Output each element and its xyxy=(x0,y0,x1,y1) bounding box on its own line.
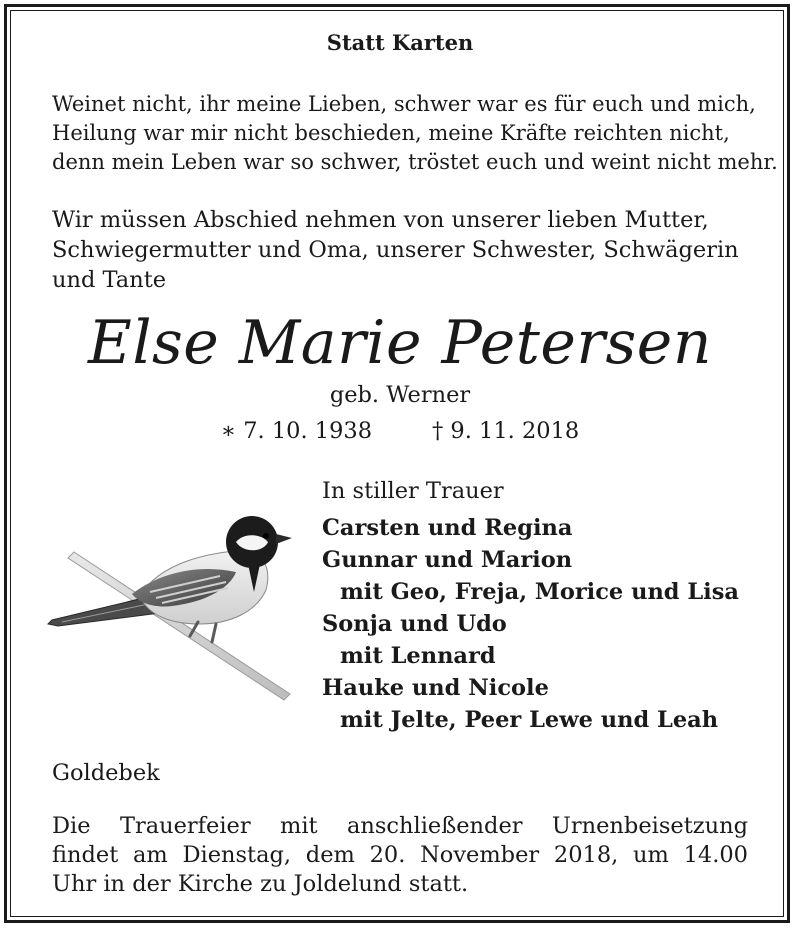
intro-line: und Tante xyxy=(52,267,167,293)
mourner-children: mit Jelte, Peer Lewe und Leah xyxy=(340,707,719,733)
bird-illustration xyxy=(40,512,300,702)
farewell-intro xyxy=(52,205,739,295)
mourner-entry: Gunnar und Marion xyxy=(322,547,573,573)
mourner-children: mit Lennard xyxy=(340,643,496,669)
verse-line: Weinet nicht, ihr meine Lieben, schwer war es für euch und mich, xyxy=(52,92,756,116)
maiden-name: geb. Werner xyxy=(329,382,471,408)
mourner-children: mit Geo, Freja, Morice und Lisa xyxy=(340,579,739,605)
verse-line: denn mein Leben war so schwer, tröstet euch und weint nicht mehr. xyxy=(52,150,778,174)
service-details xyxy=(52,812,748,899)
mourner-entry: Hauke und Nicole xyxy=(322,675,549,701)
intro-line: Schwiegermutter und Oma, unserer Schwester, Schwägerin xyxy=(52,237,739,263)
verse-line: Heilung war mir nicht beschieden, meine Kräfte reichten nicht, xyxy=(52,121,730,145)
place-name: Goldebek xyxy=(52,760,160,786)
deceased-name: Else Marie Petersen xyxy=(88,308,712,378)
header-statt-karten: Statt Karten xyxy=(326,30,474,55)
life-dates xyxy=(0,418,800,444)
memorial-verse xyxy=(52,90,778,177)
death-date: † 9. 11. 2018 xyxy=(432,418,580,444)
service-line: Die Trauerfeier mit anschließender Urnenbeisetzung xyxy=(52,813,748,839)
mourning-heading: In stiller Trauer xyxy=(322,478,504,504)
service-line: Uhr in der Kirche zu Joldelund statt. xyxy=(52,871,469,897)
intro-line: Wir müssen Abschied nehmen von unserer lieben Mutter, xyxy=(52,207,709,233)
birth-date: ∗ 7. 10. 1938 xyxy=(220,418,373,444)
mourner-entry: Sonja und Udo xyxy=(322,611,507,637)
mourner-entry: Carsten und Regina xyxy=(322,515,573,541)
mourners-list xyxy=(322,512,739,736)
service-line: findet am Dienstag, dem 20. November 2018, um 14.00 xyxy=(52,842,748,868)
